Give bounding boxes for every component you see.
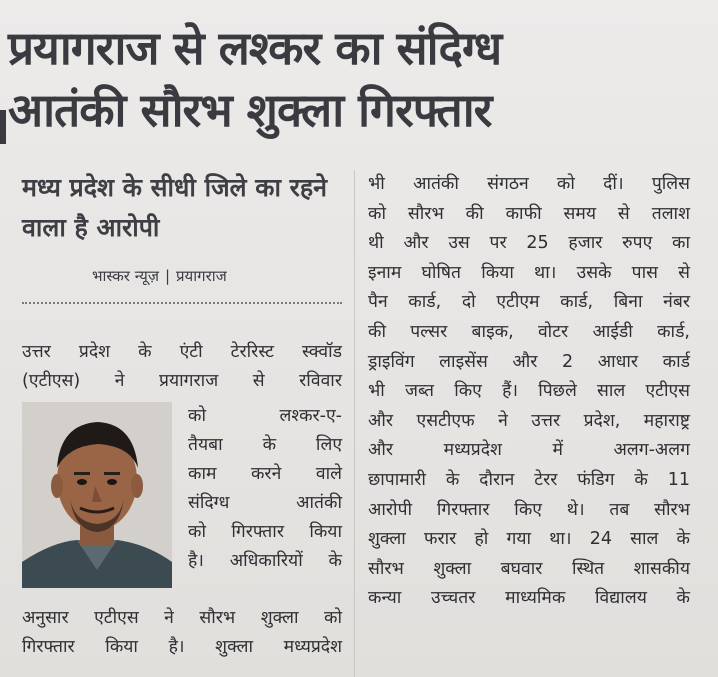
portrait-photo bbox=[22, 402, 172, 588]
column2 bbox=[368, 170, 690, 614]
body-line: संदिग्ध आतंकी bbox=[188, 493, 342, 513]
body-line: छापामारी के दौरान टेरर फंडिग के 11 bbox=[368, 469, 690, 490]
body-line: काम करने वाले bbox=[188, 464, 342, 484]
byline bbox=[92, 266, 227, 286]
headline-line-1: प्रयागराज से लश्कर का संदिग्ध bbox=[8, 21, 502, 75]
body-line: तैयबा के लिए bbox=[188, 435, 342, 455]
body-line: और मध्यप्रदेश में अलग-अलग bbox=[368, 440, 690, 461]
headline-line-2: आतंकी सौरभ शुक्ला गिरफ्तार bbox=[8, 83, 492, 137]
subheadline: मध्य प्रदेश के सीधी जिले का रहने वाला है आरोपी bbox=[22, 173, 328, 242]
body-line: आरोपी गिरफ्तार किए थे। तब सौरभ bbox=[368, 499, 690, 520]
body-line: उत्तर प्रदेश के एंटी टेररिस्ट स्क्वॉड bbox=[22, 342, 342, 362]
column1-beside-photo bbox=[188, 402, 342, 576]
body-line: शुक्ला फरार हो गया था। 24 साल के bbox=[368, 529, 690, 550]
body-line: गिरफ्तार किया है। शुक्ला मध्यप्रदेश bbox=[22, 636, 342, 657]
body-line: और एसटीएफ ने उत्तर प्रदेश, महाराष्ट्र bbox=[368, 410, 690, 431]
edge-mark bbox=[0, 110, 6, 144]
body-line: पैन कार्ड, दो एटीएम कार्ड, बिना नंबर bbox=[368, 292, 690, 313]
byline-agency: भास्कर न्यूज़ bbox=[92, 267, 159, 285]
body-line: इनाम घोषित किया था। उसके पास से bbox=[368, 262, 690, 283]
body-line: अनुसार एटीएस ने सौरभ शुक्ला को bbox=[22, 608, 342, 628]
body-line: भी आतंकी संगठन को दीं। पुलिस bbox=[368, 174, 690, 194]
body-line: को गिरफ्तार किया bbox=[188, 522, 342, 542]
body-line: को सौरभ की काफी समय से तलाश bbox=[368, 203, 690, 224]
dotted-divider bbox=[22, 302, 342, 304]
byline-separator: | bbox=[164, 267, 171, 285]
body-line: थी और उस पर 25 हजार रुपए का bbox=[368, 233, 690, 254]
body-line: भी जब्त किए हैं। पिछले साल एटीएस bbox=[368, 381, 690, 402]
body-line: कन्या उच्चतर माध्यमिक विद्यालय के bbox=[368, 588, 690, 609]
column1-top bbox=[22, 338, 342, 395]
body-line: सौरभ शुक्ला बघवार स्थित शासकीय bbox=[368, 558, 690, 579]
byline-dateline: प्रयागराज bbox=[176, 267, 227, 285]
body-line: को लश्कर-ए- bbox=[188, 406, 342, 426]
column1-bottom bbox=[22, 604, 342, 661]
column-rule bbox=[354, 170, 355, 677]
body-line: की पल्सर बाइक, वोटर आईडी कार्ड, bbox=[368, 321, 690, 342]
portrait-image bbox=[22, 402, 172, 588]
body-line: ड्राइविंग लाइसेंस और 2 आधार कार्ड bbox=[368, 351, 690, 372]
body-line: (एटीएस) ने प्रयागराज से रविवार bbox=[22, 370, 342, 391]
body-line: है। अधिकारियों के bbox=[188, 551, 342, 571]
